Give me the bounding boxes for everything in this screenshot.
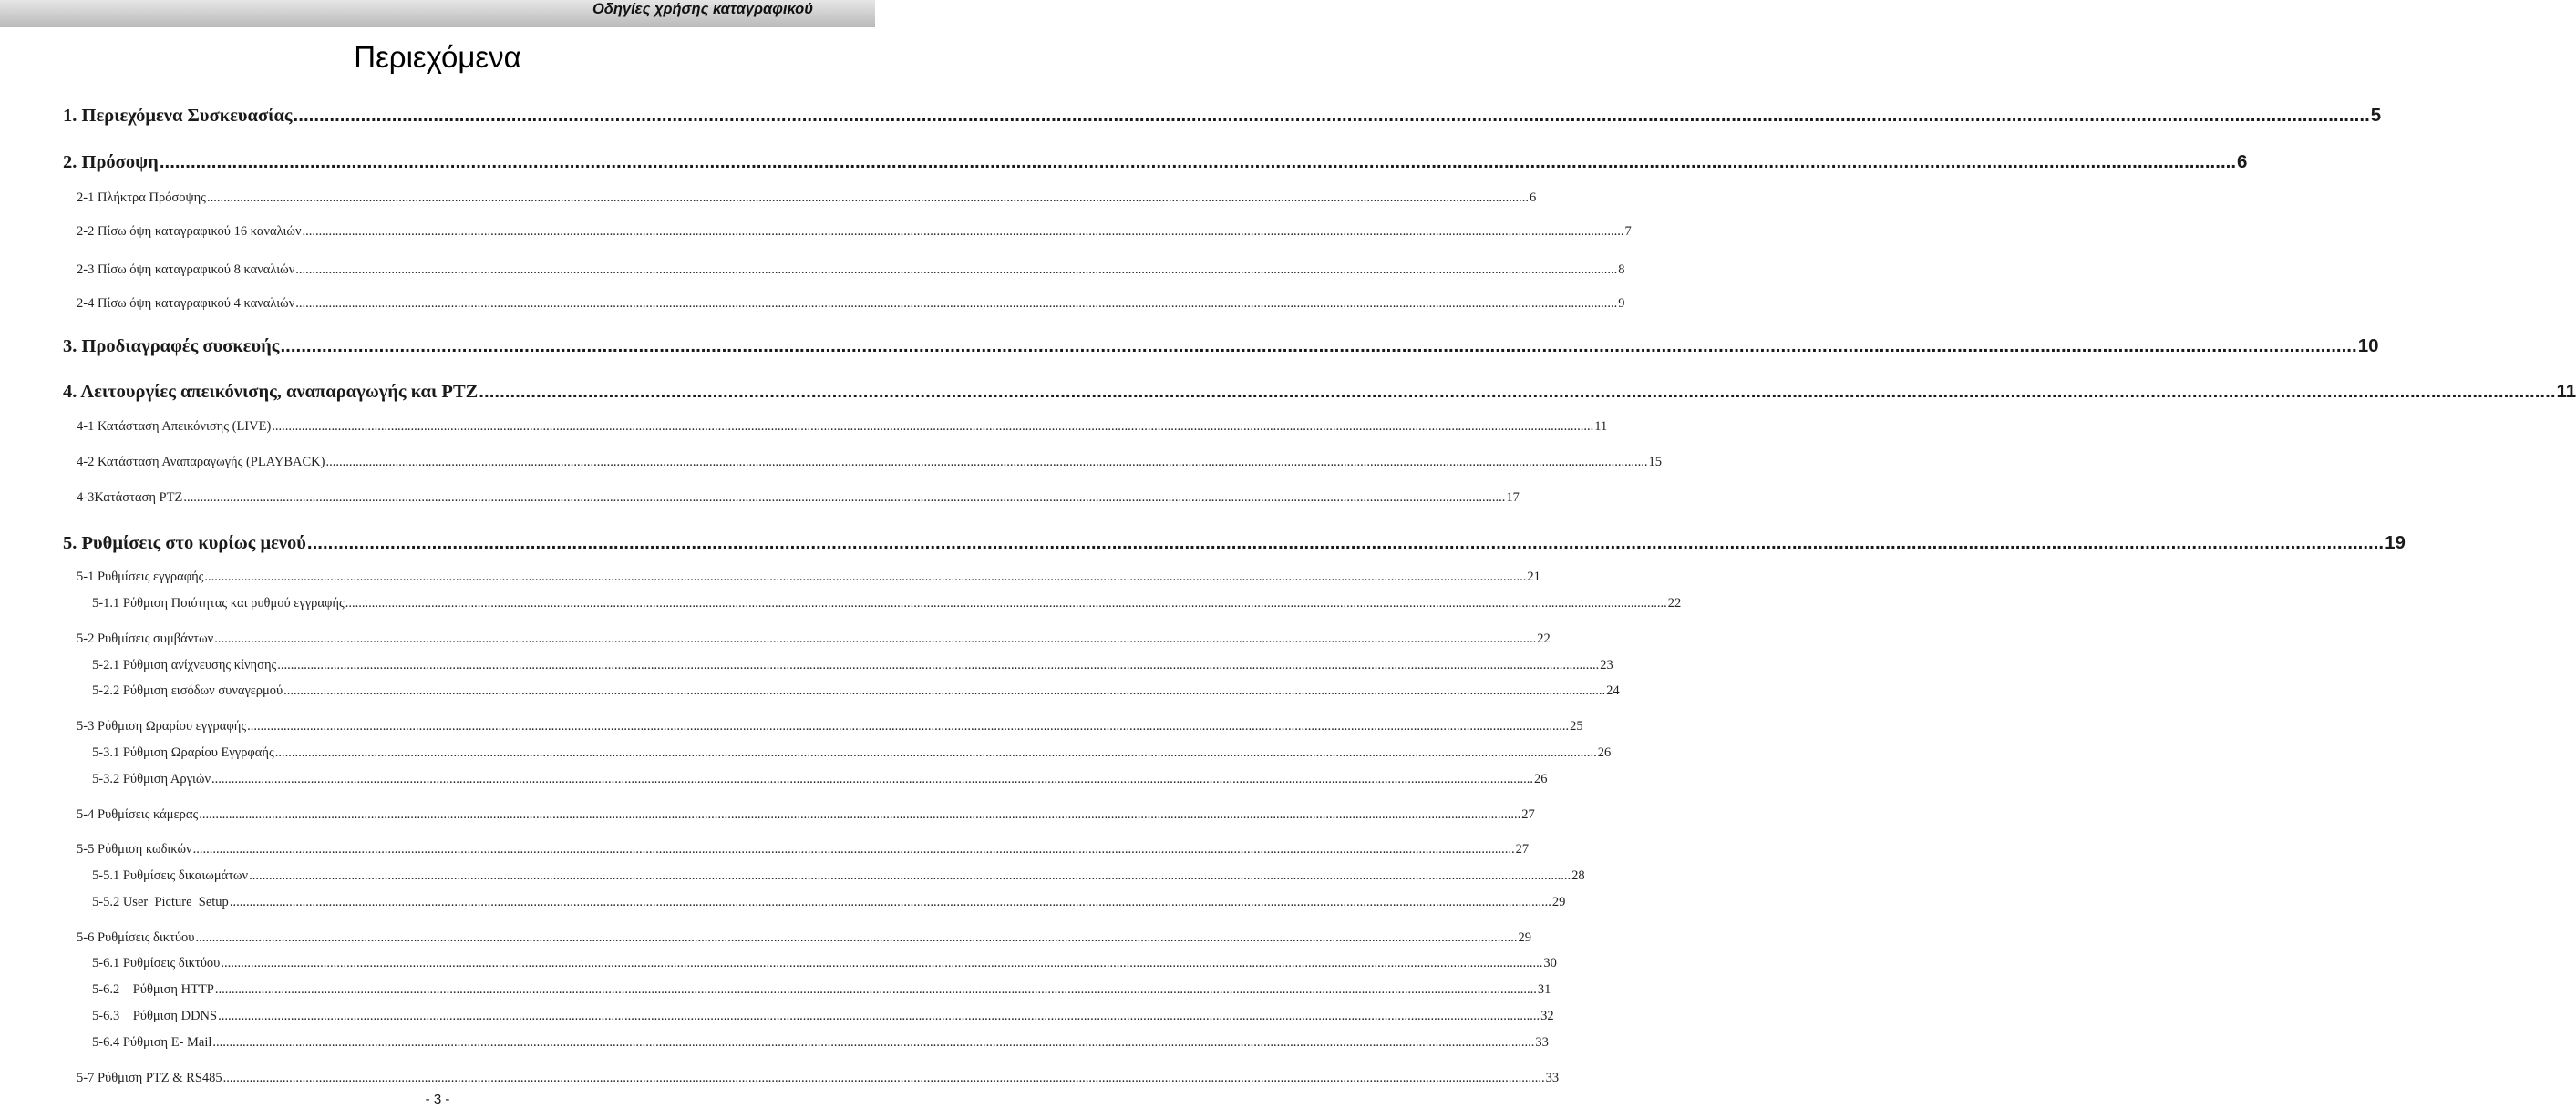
toc-leader-dots: ................................................................................................................................................................................................................................................................................................................................................................................................................ bbox=[211, 772, 1534, 786]
toc-entry-page: 28 bbox=[1571, 868, 1585, 883]
toc-entry-label: 5-4 Ρυθμίσεις κάμερας bbox=[77, 807, 199, 822]
toc-entry[interactable] bbox=[63, 532, 2406, 554]
toc-entry-label: 5-6.2 Ρύθμιση HTTP bbox=[92, 982, 214, 997]
toc-entry-label: 5-1.1 Ρύθμιση Ποιότητας και ρυθμού εγγραφής bbox=[92, 596, 345, 611]
toc-leader-dots: ................................................................................................................................................................................................................................................................................................................................................................................................................ bbox=[247, 719, 1570, 734]
toc-entry-label: 5-5.1 Ρυθμίσεις δικαιωμάτων bbox=[92, 868, 249, 883]
toc-leader-dots: ................................................................................................................................................................................................................................................................................................................................................................................................................ bbox=[479, 381, 2556, 402]
toc-entry[interactable] bbox=[92, 895, 1566, 910]
toc-entry[interactable] bbox=[77, 296, 1625, 312]
toc-leader-dots: ................................................................................................................................................................................................................................................................................................................................................................................................................ bbox=[192, 842, 1515, 857]
toc-entry-page: 26 bbox=[1534, 772, 1548, 786]
toc-entry[interactable] bbox=[92, 745, 1612, 761]
toc-entry[interactable] bbox=[77, 419, 1608, 435]
toc-leader-dots: ................................................................................................................................................................................................................................................................................................................................................................................................................ bbox=[295, 296, 1618, 311]
toc-leader-dots: ................................................................................................................................................................................................................................................................................................................................................................................................................ bbox=[222, 1071, 1545, 1085]
toc-leader-dots: ................................................................................................................................................................................................................................................................................................................................................................................................................ bbox=[283, 683, 1606, 698]
toc-entry-page: 15 bbox=[1648, 455, 1662, 469]
toc-leader-dots: ................................................................................................................................................................................................................................................................................................................................................................................................................ bbox=[159, 151, 2237, 172]
toc-entry-page: 27 bbox=[1521, 807, 1535, 822]
toc-entry[interactable] bbox=[92, 1035, 1549, 1051]
toc-entry-page: 17 bbox=[1506, 490, 1520, 505]
toc-entry-page: 7 bbox=[1624, 224, 1632, 239]
toc-entry-label: 5-2.1 Ρύθμιση ανίχνευσης κίνησης bbox=[92, 658, 277, 673]
toc-entry-page: 24 bbox=[1606, 683, 1620, 698]
toc-entry-label: 4. Λειτουργίες απεικόνισης, αναπαραγωγής και PTZ bbox=[63, 382, 479, 402]
toc-leader-dots: ................................................................................................................................................................................................................................................................................................................................................................................................................ bbox=[272, 419, 1594, 434]
toc-entry-page: 8 bbox=[1618, 262, 1625, 277]
toc-entry-label: 1. Περιεχόμενα Συσκευασίας bbox=[63, 106, 293, 126]
toc-leader-dots: ................................................................................................................................................................................................................................................................................................................................................................................................................ bbox=[295, 262, 1618, 277]
toc-entry-page: 5 bbox=[2370, 105, 2382, 126]
toc-entry-label: 5-2 Ρυθμίσεις συμβάντων bbox=[77, 632, 214, 646]
toc-entry-page: 9 bbox=[1618, 296, 1625, 311]
toc-entry-page: 23 bbox=[1600, 658, 1613, 673]
toc-entry[interactable] bbox=[92, 772, 1548, 787]
toc-entry[interactable] bbox=[77, 224, 1632, 240]
toc-leader-dots: ................................................................................................................................................................................................................................................................................................................................................................................................................ bbox=[212, 1035, 1535, 1050]
toc-leader-dots: ................................................................................................................................................................................................................................................................................................................................................................................................................ bbox=[206, 190, 1529, 205]
toc-entry[interactable] bbox=[63, 105, 2382, 127]
toc-entry[interactable] bbox=[77, 719, 1583, 734]
toc-entry-page: 33 bbox=[1535, 1035, 1549, 1050]
toc-leader-dots: ................................................................................................................................................................................................................................................................................................................................................................................................................ bbox=[293, 105, 2370, 126]
toc-entry[interactable] bbox=[92, 956, 1557, 971]
toc-leader-dots: ................................................................................................................................................................................................................................................................................................................................................................................................................ bbox=[345, 596, 1667, 611]
toc-entry-page: 33 bbox=[1545, 1071, 1560, 1085]
toc-entry-page: 29 bbox=[1518, 930, 1531, 945]
toc-entry[interactable] bbox=[77, 842, 1530, 857]
toc-entry-page: 30 bbox=[1543, 956, 1557, 970]
toc-entry-label: 5-1 Ρυθμίσεις εγγραφής bbox=[77, 570, 204, 584]
toc-entry-page: 6 bbox=[1529, 190, 1537, 205]
toc-leader-dots: ................................................................................................................................................................................................................................................................................................................................................................................................................ bbox=[280, 335, 2357, 356]
toc-entry[interactable] bbox=[92, 683, 1620, 699]
toc-entry[interactable] bbox=[92, 596, 1682, 611]
toc-entry-page: 26 bbox=[1597, 745, 1612, 760]
toc-entry[interactable] bbox=[92, 982, 1551, 998]
toc-entry-label: 2. Πρόσοψη bbox=[63, 152, 159, 172]
page-title: Περιεχόμενα bbox=[354, 40, 521, 74]
toc-entry[interactable] bbox=[77, 490, 1520, 506]
toc-leader-dots: ................................................................................................................................................................................................................................................................................................................................................................................................................ bbox=[229, 895, 1551, 909]
toc-entry-page: 19 bbox=[2385, 532, 2406, 553]
toc-leader-dots: ................................................................................................................................................................................................................................................................................................................................................................................................................ bbox=[195, 930, 1518, 945]
toc-entry-page: 6 bbox=[2237, 151, 2248, 172]
toc-entry-page: 11 bbox=[1594, 419, 1608, 434]
toc-entry[interactable] bbox=[77, 190, 1537, 206]
toc-entry-label: 3. Προδιαγραφές συσκευής bbox=[63, 336, 280, 356]
toc-entry-page: 11 bbox=[2556, 381, 2576, 402]
toc-entry[interactable] bbox=[63, 335, 2379, 357]
toc-entry-label: 5-6 Ρυθμίσεις δικτύου bbox=[77, 930, 195, 945]
toc-leader-dots: ................................................................................................................................................................................................................................................................................................................................................................................................................ bbox=[302, 224, 1624, 239]
toc-entry-label: 5-3 Ρύθμιση Ωραρίου εγγραφής bbox=[77, 719, 247, 734]
toc-entry-label: 5-3.2 Ρύθμιση Αργιών bbox=[92, 772, 211, 786]
toc-leader-dots: ................................................................................................................................................................................................................................................................................................................................................................................................................ bbox=[274, 745, 1597, 760]
toc-entry-label: 2-3 Πίσω όψη καταγραφικού 8 καναλιών bbox=[77, 262, 295, 277]
toc-leader-dots: ................................................................................................................................................................................................................................................................................................................................................................................................................ bbox=[204, 570, 1527, 584]
toc-entry[interactable] bbox=[77, 930, 1531, 946]
page-number: - 3 - bbox=[425, 1092, 450, 1107]
toc-entry-label: 5-2.2 Ρύθμιση εισόδων συναγερμού bbox=[92, 683, 283, 698]
toc-entry[interactable] bbox=[77, 455, 1662, 470]
toc-entry[interactable] bbox=[63, 381, 2576, 403]
toc-entry-label: 5-5.2 User Picture Setup bbox=[92, 895, 229, 909]
toc-entry[interactable] bbox=[77, 570, 1540, 585]
toc-entry-label: 5-7 Ρύθμιση PTZ & RS485 bbox=[77, 1071, 222, 1085]
toc-leader-dots: ................................................................................................................................................................................................................................................................................................................................................................................................................ bbox=[306, 532, 2385, 553]
toc-entry-page: 29 bbox=[1551, 895, 1566, 909]
toc-entry[interactable] bbox=[77, 1071, 1560, 1086]
toc-leader-dots: ................................................................................................................................................................................................................................................................................................................................................................................................................ bbox=[214, 982, 1537, 997]
toc-entry[interactable] bbox=[77, 632, 1551, 647]
toc-entry-page: 21 bbox=[1527, 570, 1540, 584]
toc-entry-page: 31 bbox=[1537, 982, 1551, 997]
toc-entry-label: 2-4 Πίσω όψη καταγραφικού 4 καναλιών bbox=[77, 296, 295, 311]
toc-leader-dots: ................................................................................................................................................................................................................................................................................................................................................................................................................ bbox=[277, 658, 1600, 673]
toc-entry-label: 4-1 Κατάσταση Απεικόνισης (LIVE) bbox=[77, 419, 272, 434]
toc-leader-dots: ................................................................................................................................................................................................................................................................................................................................................................................................................ bbox=[325, 455, 1648, 469]
toc-entry-label: 2-2 Πίσω όψη καταγραφικού 16 καναλιών bbox=[77, 224, 302, 239]
toc-entry[interactable] bbox=[77, 262, 1625, 278]
header-title: Οδηγίες χρήσης καταγραφικού bbox=[592, 1, 813, 17]
toc-entry-page: 32 bbox=[1540, 1009, 1554, 1023]
toc-entry[interactable] bbox=[77, 807, 1535, 823]
toc-entry-page: 22 bbox=[1537, 632, 1551, 646]
toc-entry-label: 4-3Κατάσταση PTZ bbox=[77, 490, 183, 505]
toc-entry-label: 5-3.1 Ρύθμιση Ωραρίου Εγγρφαής bbox=[92, 745, 274, 760]
toc-entry-page: 27 bbox=[1515, 842, 1530, 857]
toc-entry-label: 4-2 Κατάσταση Αναπαραγωγής (PLAYBACK) bbox=[77, 455, 325, 469]
toc-leader-dots: ................................................................................................................................................................................................................................................................................................................................................................................................................ bbox=[221, 956, 1543, 970]
toc-entry-label: 5-5 Ρύθμιση κωδικών bbox=[77, 842, 192, 857]
toc-entry[interactable] bbox=[92, 868, 1585, 884]
toc-entry-label: 5. Ρυθμίσεις στο κυρίως μενού bbox=[63, 533, 306, 553]
toc-entry[interactable] bbox=[92, 658, 1613, 673]
toc-leader-dots: ................................................................................................................................................................................................................................................................................................................................................................................................................ bbox=[218, 1009, 1540, 1023]
toc-entry-page: 10 bbox=[2357, 335, 2379, 356]
toc-entry-page: 22 bbox=[1667, 596, 1682, 611]
toc-leader-dots: ................................................................................................................................................................................................................................................................................................................................................................................................................ bbox=[183, 490, 1506, 505]
toc-entry[interactable] bbox=[92, 1009, 1554, 1024]
toc-entry-page: 25 bbox=[1570, 719, 1583, 734]
toc-entry-label: 2-1 Πλήκτρα Πρόσοψης bbox=[77, 190, 206, 205]
toc-entry-label: 5-6.1 Ρυθμίσεις δικτύου bbox=[92, 956, 221, 970]
toc-leader-dots: ................................................................................................................................................................................................................................................................................................................................................................................................................ bbox=[249, 868, 1571, 883]
toc-leader-dots: ................................................................................................................................................................................................................................................................................................................................................................................................................ bbox=[199, 807, 1521, 822]
toc-entry[interactable] bbox=[63, 151, 2248, 173]
toc-entry-label: 5-6.3 Ρύθμιση DDNS bbox=[92, 1009, 218, 1023]
toc-leader-dots: ................................................................................................................................................................................................................................................................................................................................................................................................................ bbox=[214, 632, 1537, 646]
toc-entry-label: 5-6.4 Ρύθμιση E- Mail bbox=[92, 1035, 212, 1050]
